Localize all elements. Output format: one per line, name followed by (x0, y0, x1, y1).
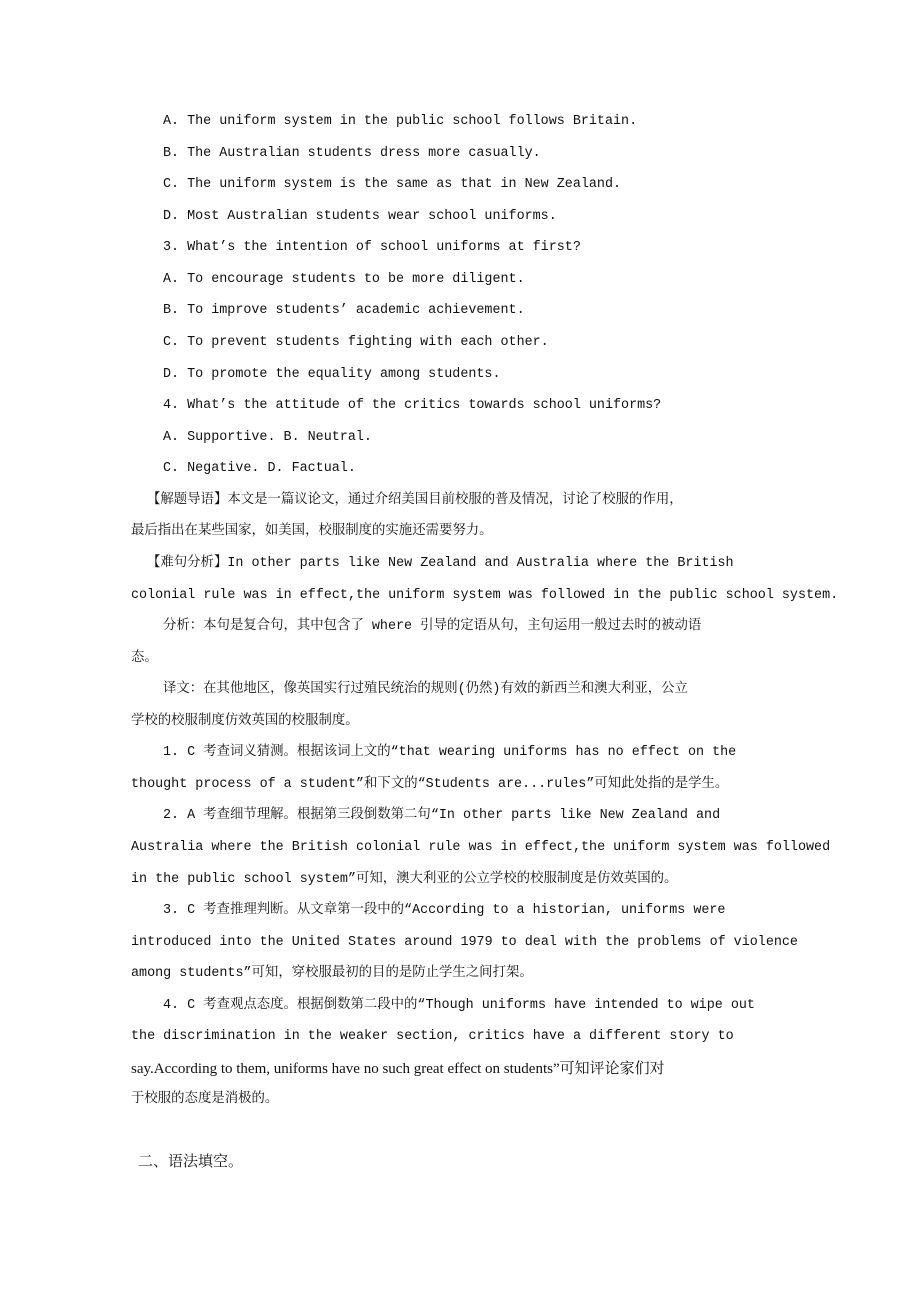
guide-paragraph-cont: 最后指出在某些国家，如美国，校服制度的实施还需要努力。 (131, 524, 493, 539)
answer-1-cont: thought process of a student”和下文的“Students are...rules”可知此处指的是学生。 (131, 777, 729, 792)
option-2d: D. Most Australian students wear school uniforms. (163, 209, 557, 224)
answer-4-cont: say.According to them, uniforms have no such great effect on students”可知评论家们对 (131, 1061, 665, 1077)
analysis-cont: 态。 (131, 651, 158, 666)
difficult-sentence: 【难句分析】In other parts like New Zealand and Australia where the British (147, 556, 734, 571)
section-heading-grammar: 二、语法填空。 (138, 1154, 244, 1171)
answer-4: 4. C 考查观点态度。根据倒数第二段中的“Though uniforms have intended to wipe out (163, 998, 755, 1013)
option-3a: A. To encourage students to be more diligent. (163, 272, 525, 287)
question-4: 4. What’s the attitude of the critics towards school uniforms? (163, 398, 662, 413)
option-2a: A. The uniform system in the public school follows Britain. (163, 114, 638, 129)
answer-3: 3. C 考查推理判断。从文章第一段中的“According to a historian, uniforms were (163, 903, 726, 918)
answer-1: 1. C 考查词义猜测。根据该词上文的“that wearing uniforms has no effect on the (163, 745, 737, 760)
option-3c: C. To prevent students fighting with each other. (163, 335, 549, 350)
option-3b: B. To improve students’ academic achievement. (163, 303, 525, 318)
translation-cont: 学校的校服制度仿效英国的校服制度。 (131, 714, 359, 729)
answer-3-cont: among students”可知，穿校服最初的目的是防止学生之间打架。 (131, 966, 533, 981)
options-4cd: C. Negative. D. Factual. (163, 461, 356, 476)
option-3d: D. To promote the equality among students. (163, 367, 501, 382)
answer-3-cont: introduced into the United States around 1979 to deal with the problems of violence (131, 935, 798, 950)
answer-4-cont: the discrimination in the weaker section, critics have a different story to (131, 1029, 734, 1044)
answer-2-cont: Australia where the British colonial rule was in effect,the uniform system was followed (131, 840, 831, 855)
answer-2: 2. A 考查细节理解。根据第三段倒数第二句“In other parts like New Zealand and (163, 808, 721, 823)
analysis: 分析：本句是复合句，其中包含了 where 引导的定语从句，主句运用一般过去时的被动语 (163, 619, 702, 634)
translation: 译文：在其他地区，像英国实行过殖民统治的规则(仍然)有效的新西兰和澳大利亚，公立 (163, 682, 688, 697)
option-2c: C. The uniform system is the same as that in New Zealand. (163, 177, 622, 192)
answer-4-cont: 于校服的态度是消极的。 (131, 1092, 279, 1107)
options-4ab: A. Supportive. B. Neutral. (163, 430, 372, 445)
difficult-sentence-cont: colonial rule was in effect,the uniform system was followed in the public school system. (131, 588, 839, 603)
answer-2-cont: in the public school system”可知，澳大利亚的公立学校的校服制度是仿效英国的。 (131, 872, 678, 887)
guide-paragraph: 【解题导语】本文是一篇议论文，通过介绍美国目前校服的普及情况，讨论了校服的作用， (147, 493, 683, 508)
option-2b: B. The Australian students dress more casually. (163, 146, 541, 161)
question-3: 3. What’s the intention of school uniforms at first? (163, 240, 581, 255)
